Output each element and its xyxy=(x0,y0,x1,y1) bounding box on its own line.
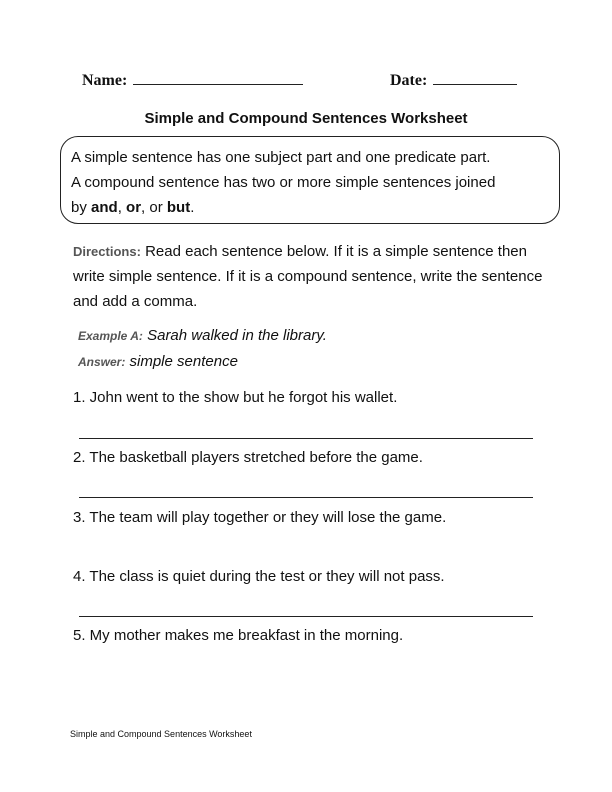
question-3: 3. The team will play together or they will lose the game. xyxy=(73,509,447,526)
keyword-or: or xyxy=(126,199,142,216)
keyword-and: and xyxy=(91,199,118,216)
directions-text: Read each sentence below. If it is a simple sentence then write simple sentence. If it is a compound sentence, write the sentence and add a comma. xyxy=(73,243,543,310)
directions xyxy=(73,239,553,314)
name-label: Name: xyxy=(82,72,128,89)
name-field[interactable] xyxy=(82,70,303,90)
answer-line-2[interactable] xyxy=(79,497,533,498)
answer-line-4[interactable] xyxy=(79,616,533,617)
example-sentence: Sarah walked in the library. xyxy=(147,327,327,344)
definition-line-1: A simple sentence has one subject part and one predicate part. xyxy=(71,149,491,166)
date-label: Date: xyxy=(390,72,428,89)
keyword-but: but xyxy=(166,199,191,216)
answer-label: Answer: xyxy=(78,355,126,369)
name-blank[interactable] xyxy=(133,70,303,85)
example-row xyxy=(78,327,327,344)
example-label: Example A: xyxy=(78,329,143,343)
date-blank[interactable] xyxy=(433,70,517,85)
footer-text: Simple and Compound Sentences Worksheet xyxy=(70,729,252,739)
date-field[interactable] xyxy=(390,70,517,90)
worksheet-title: Simple and Compound Sentences Worksheet xyxy=(144,110,468,127)
answer-line-1[interactable] xyxy=(79,438,533,439)
question-4: 4. The class is quiet during the test or they will not pass. xyxy=(73,568,445,585)
answer-row xyxy=(78,353,238,370)
definition-box xyxy=(60,136,560,224)
directions-label: Directions: xyxy=(73,244,141,259)
question-5: 5. My mother makes me breakfast in the morning. xyxy=(73,627,404,644)
definition-line-2: A compound sentence has two or more simple sentences joined xyxy=(71,174,496,191)
example-answer: simple sentence xyxy=(129,353,238,370)
definition-line-3: by and, or, or but. xyxy=(71,199,195,216)
question-2: 2. The basketball players stretched before the game. xyxy=(73,449,423,466)
question-1: 1. John went to the show but he forgot his wallet. xyxy=(73,389,398,406)
